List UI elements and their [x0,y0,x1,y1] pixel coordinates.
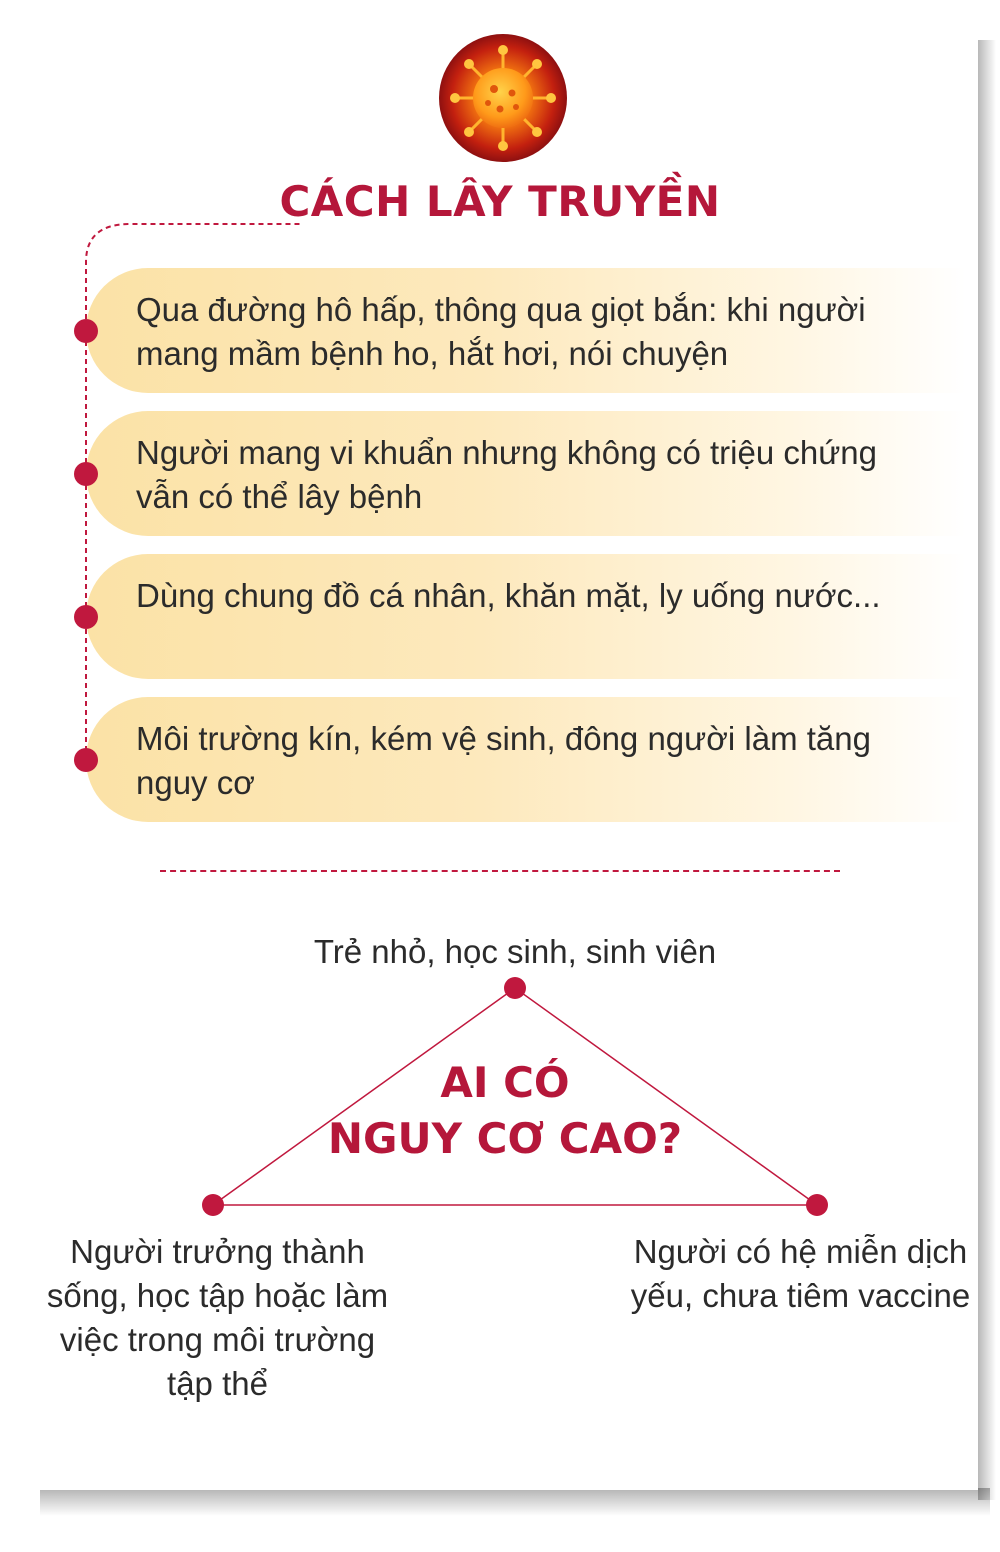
triangle-vertex-dot [504,977,526,999]
risk-group-top: Trẻ nhỏ, học sinh, sinh viên [313,933,717,970]
section-title-risk [300,1055,710,1167]
page-shadow-bottom [40,1488,990,1516]
risk-group-right: Người có hệ miễn dịch yếu, chưa tiêm vaccine [630,1233,971,1314]
risk-group-left: Người trưởng thành sống, học tập hoặc làm việc trong môi trường tập thể [46,1233,389,1402]
triangle-vertex-dot [806,1194,828,1216]
section-title-transmission: CÁCH LÂY TRUYỀN [279,177,721,226]
transmission-item [86,554,966,679]
transmission-item-text: Người mang vi khuẩn nhưng không có triệu chứng vẫn có thể lây bệnh [136,434,878,515]
virus-icon [438,33,568,163]
triangle-vertex-dot [202,1194,224,1216]
timeline-dot [74,462,98,486]
timeline-dot [74,605,98,629]
section-divider [160,870,840,872]
risk-title-line: AI CÓ [440,1058,570,1107]
transmission-item [86,697,966,822]
timeline-dot [74,748,98,772]
risk-title-line: NGUY CƠ CAO? [327,1114,683,1163]
transmission-item-text: Môi trường kín, kém vệ sinh, đông người làm tăng nguy cơ [136,720,871,801]
timeline-dot [74,319,98,343]
transmission-item-text: Dùng chung đồ cá nhân, khăn mặt, ly uống nước... [136,577,881,614]
transmission-item [86,268,966,393]
transmission-item [86,411,966,536]
page-shadow-right [978,40,996,1500]
transmission-item-text: Qua đường hô hấp, thông qua giọt bắn: khi người mang mầm bệnh ho, hắt hơi, nói chuyện [136,291,866,372]
